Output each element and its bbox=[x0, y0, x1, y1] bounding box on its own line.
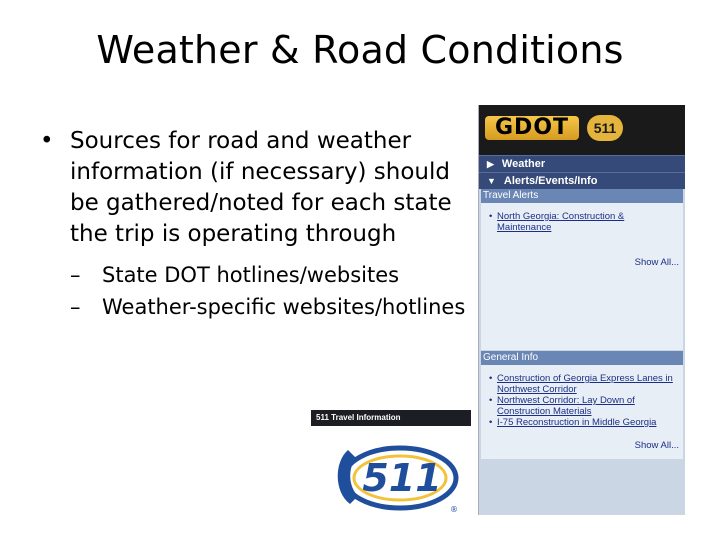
general-info-section bbox=[481, 351, 683, 459]
sub-bullet bbox=[32, 292, 472, 322]
sub-bullet-text: Weather-specific websites/hotlines bbox=[102, 295, 466, 319]
travel-alerts-section bbox=[481, 189, 683, 350]
general-info-show-all[interactable]: Show All... bbox=[634, 440, 679, 451]
gdot-header bbox=[479, 105, 685, 151]
sub-bullet-text: State DOT hotlines/websites bbox=[102, 263, 400, 287]
travel-alerts-list bbox=[481, 203, 683, 249]
main-bullet-text: Sources for road and weather information (if necessary) should be gathered/noted for each state the trip is operating through bbox=[70, 128, 452, 247]
alert-link[interactable]: • North Georgia: Construction & Maintenance bbox=[485, 211, 679, 233]
info-link[interactable]: • I-75 Reconstruction in Middle Georgia bbox=[485, 417, 679, 428]
gdot-511-badge: 511 bbox=[587, 115, 623, 141]
info-link[interactable]: • Northwest Corridor: Lay Down of Construction Materials bbox=[485, 395, 679, 417]
nav-weather-label: Weather bbox=[501, 158, 546, 170]
chevron-right-icon: ▶ bbox=[487, 159, 494, 169]
nav-alerts-label: Alerts/Events/Info bbox=[503, 175, 598, 187]
travel-alerts-show-all[interactable]: Show All... bbox=[634, 257, 679, 268]
sub-bullet bbox=[32, 260, 472, 290]
info-link[interactable]: • Construction of Georgia Express Lanes in Northwest Corridor bbox=[485, 373, 679, 395]
nav-alerts[interactable] bbox=[479, 172, 685, 189]
bullet-dot: • bbox=[40, 128, 54, 154]
logo-511-text: 511 bbox=[362, 456, 442, 500]
slide-title: Weather & Road Conditions bbox=[96, 28, 624, 72]
general-info-list bbox=[481, 365, 683, 432]
bullet-list bbox=[32, 126, 472, 322]
travel-info-bar: 511 Travel Information bbox=[311, 410, 471, 426]
sub-bullet-dash: – bbox=[70, 263, 81, 287]
general-info-heading: General Info bbox=[481, 351, 683, 365]
registered-icon: ® bbox=[450, 505, 458, 514]
gdot-511-screenshot bbox=[478, 105, 685, 515]
511-logo bbox=[330, 436, 464, 516]
sub-bullet-dash: – bbox=[70, 295, 81, 319]
travel-alerts-heading: Travel Alerts bbox=[481, 189, 683, 203]
gdot-logo: GDOT bbox=[485, 116, 579, 140]
chevron-down-icon: ▼ bbox=[487, 176, 496, 186]
nav-weather[interactable] bbox=[479, 155, 685, 172]
main-bullet bbox=[32, 126, 472, 250]
